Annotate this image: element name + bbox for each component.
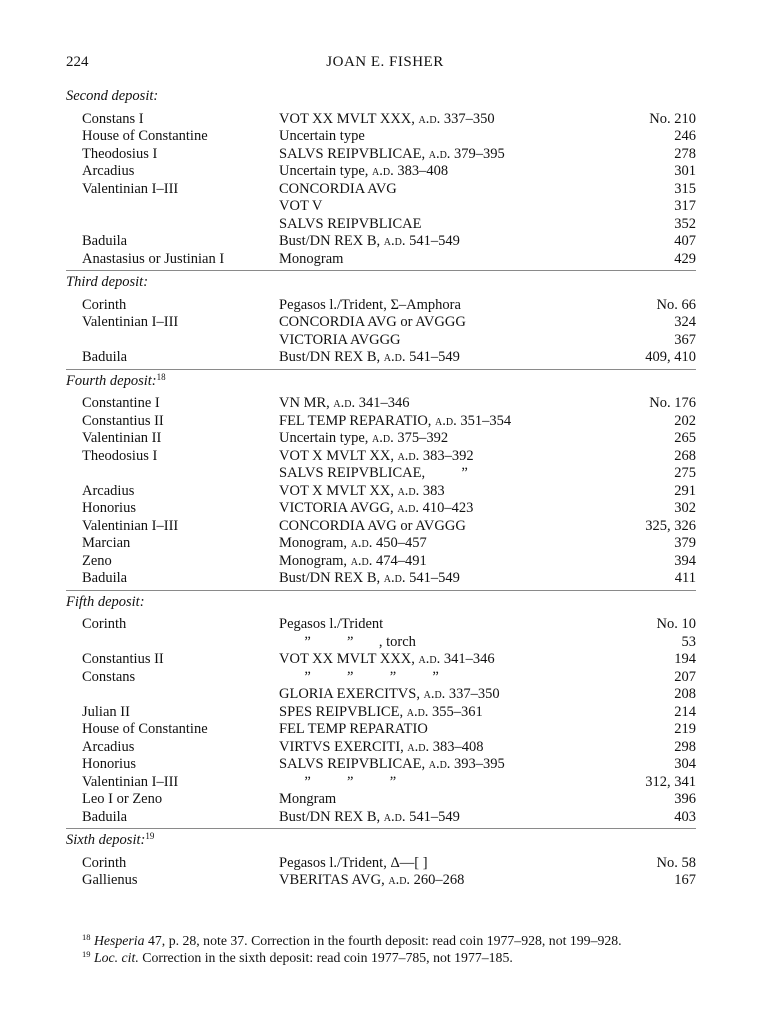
coin-type-text: SALVS REIPVBLICAE, bbox=[279, 756, 429, 772]
emperor-cell: Valentinian I–III bbox=[82, 314, 179, 330]
coin-row bbox=[66, 349, 696, 367]
emperor-cell: Constans bbox=[82, 668, 136, 685]
emperor-cell: Gallienus bbox=[82, 872, 138, 888]
deposit-title bbox=[66, 274, 696, 292]
catalogue-number: No. 58 bbox=[656, 854, 696, 871]
coin-type-text: SPES REIPVBLICE, bbox=[279, 703, 407, 720]
footnote-text: Correction in the sixth deposit: read coin 1977–785, not 1977–185. bbox=[138, 950, 513, 965]
coin-type-cell bbox=[279, 297, 461, 315]
deposit-title bbox=[66, 88, 696, 106]
footnote-ref: 19 bbox=[145, 831, 155, 841]
coin-row bbox=[66, 721, 696, 739]
coin-type-text: Bust/DN REX B, bbox=[279, 233, 384, 249]
catalogue-number: 352 bbox=[674, 215, 696, 232]
emperor-cell: Constantine I bbox=[82, 395, 160, 411]
footnote bbox=[82, 949, 702, 966]
coin-type-text: SALVS REIPVBLICAE, bbox=[279, 145, 429, 162]
catalogue-number: 291 bbox=[674, 482, 696, 499]
coin-type-text: ” ” ” bbox=[279, 773, 397, 790]
coin-date: a.d. 383–408 bbox=[407, 738, 484, 755]
coin-type-text: Pegasos l./Trident, Δ—[ ] bbox=[279, 854, 428, 871]
coin-type-text: Pegasos l./Trident, Σ–Amphora bbox=[279, 296, 461, 313]
coin-type-cell bbox=[279, 332, 401, 350]
catalogue-number: 396 bbox=[674, 791, 696, 807]
deposit-title-text: Third deposit: bbox=[66, 274, 149, 290]
coin-type-cell bbox=[279, 669, 439, 687]
coin-row bbox=[66, 686, 696, 704]
catalogue-number: 403 bbox=[674, 808, 696, 825]
coin-row bbox=[66, 756, 696, 774]
coin-row bbox=[66, 704, 696, 722]
emperor-cell: Arcadius bbox=[82, 163, 135, 179]
coin-type-cell bbox=[279, 756, 505, 774]
coin-date: a.d. 341–346 bbox=[333, 395, 410, 411]
emperor-cell: Arcadius bbox=[82, 738, 135, 755]
coin-type-cell bbox=[279, 181, 397, 199]
catalogue-number: 315 bbox=[674, 180, 696, 197]
coin-row bbox=[66, 198, 696, 216]
coin-type-text: CONCORDIA AVG or AVGGG bbox=[279, 517, 466, 534]
footnote-citation: Loc. cit. bbox=[93, 950, 139, 965]
coin-type-text: VBERITAS AVG, bbox=[279, 872, 389, 888]
coin-type-cell bbox=[279, 634, 416, 652]
emperor-cell: Julian II bbox=[82, 703, 130, 720]
coin-date: a.d. 450–457 bbox=[350, 535, 427, 551]
section-divider bbox=[66, 590, 696, 591]
catalogue-number: 208 bbox=[674, 686, 696, 702]
coin-date: a.d. 337–350 bbox=[423, 686, 500, 702]
coin-row bbox=[66, 774, 696, 792]
emperor-cell: Baduila bbox=[82, 349, 128, 365]
footnote bbox=[82, 932, 702, 949]
coin-type-cell bbox=[279, 430, 448, 448]
catalogue-number: No. 66 bbox=[656, 296, 696, 313]
deposit-section bbox=[66, 594, 696, 827]
catalogue-number: 394 bbox=[674, 552, 696, 569]
footnote-ref: 18 bbox=[156, 371, 166, 382]
coin-type-cell bbox=[279, 251, 343, 269]
coin-type-text: Monogram, bbox=[279, 552, 351, 569]
catalogue-number: 268 bbox=[674, 447, 696, 464]
coin-type-cell bbox=[279, 314, 466, 332]
emperor-cell: Valentinian I–III bbox=[82, 773, 179, 790]
emperor-cell: Baduila bbox=[82, 570, 128, 586]
catalogue-number: No. 176 bbox=[649, 395, 696, 411]
coin-row bbox=[66, 535, 696, 553]
catalogue-number: 246 bbox=[674, 128, 696, 144]
coin-type-text: VICTORIA AVGGG bbox=[279, 331, 401, 348]
coin-type-cell bbox=[279, 721, 428, 739]
deposit-title-text: Fifth deposit: bbox=[66, 593, 145, 610]
emperor-cell: Theodosius I bbox=[82, 145, 158, 162]
coin-row bbox=[66, 251, 696, 269]
coin-date: a.d. 541–549 bbox=[383, 808, 460, 825]
catalogue-number: 194 bbox=[674, 651, 696, 667]
coin-row bbox=[66, 855, 696, 873]
coin-type-cell bbox=[279, 500, 473, 518]
catalogue-number: 429 bbox=[674, 250, 696, 267]
catalogue-number: 53 bbox=[681, 633, 696, 650]
catalogue-number: 317 bbox=[674, 198, 696, 214]
catalogue-number: 301 bbox=[674, 163, 696, 179]
coin-row bbox=[66, 395, 696, 413]
coin-row bbox=[66, 634, 696, 652]
emperor-cell: Constantius II bbox=[82, 412, 164, 429]
catalogue-number: No. 10 bbox=[656, 616, 696, 632]
coin-type-cell bbox=[279, 791, 336, 809]
coin-date: a.d. 410–423 bbox=[397, 500, 474, 516]
coin-date: a.d. 260–268 bbox=[388, 872, 465, 888]
coin-row bbox=[66, 739, 696, 757]
coin-row bbox=[66, 111, 696, 129]
coin-type-text: VOT V bbox=[279, 198, 323, 214]
coin-type-text: VOT XX MVLT XXX, bbox=[279, 651, 419, 667]
coin-type-text: ” ” , torch bbox=[279, 633, 416, 650]
coin-date: a.d. 375–392 bbox=[372, 430, 449, 446]
emperor-cell: Constans I bbox=[82, 110, 144, 127]
coin-row bbox=[66, 430, 696, 448]
emperor-cell: House of Constantine bbox=[82, 128, 208, 144]
coin-type-text: Uncertain type, bbox=[279, 430, 373, 446]
coin-type-cell bbox=[279, 111, 495, 129]
coin-date: a.d. 541–549 bbox=[383, 349, 460, 365]
emperor-cell: Baduila bbox=[82, 233, 128, 249]
catalogue-number: 167 bbox=[674, 872, 696, 888]
coin-date: a.d. 393–395 bbox=[428, 756, 505, 772]
coin-type-cell bbox=[279, 465, 468, 483]
catalogue-number: 202 bbox=[674, 412, 696, 429]
coin-type-cell bbox=[279, 233, 460, 251]
deposit-title-text: Fourth deposit: bbox=[66, 372, 157, 389]
coin-row bbox=[66, 233, 696, 251]
coin-row bbox=[66, 791, 696, 809]
catalogue-number: 207 bbox=[674, 668, 696, 685]
deposit-section bbox=[66, 88, 696, 268]
section-divider bbox=[66, 828, 696, 829]
coin-type-text: GLORIA EXERCITVS, bbox=[279, 686, 424, 702]
deposit-section bbox=[66, 832, 696, 890]
coin-row bbox=[66, 872, 696, 890]
emperor-cell: Baduila bbox=[82, 808, 128, 825]
footnote-text: 47, p. 28, note 37. Correction in the fourth deposit: read coin 1977–928, not 199–928. bbox=[144, 933, 622, 948]
coin-type-text: VOT XX MVLT XXX, bbox=[279, 110, 419, 127]
coin-type-text: VIRTVS EXERCITI, bbox=[279, 738, 408, 755]
coin-row bbox=[66, 413, 696, 431]
coin-row bbox=[66, 570, 696, 588]
catalogue-number: 214 bbox=[674, 703, 696, 720]
coin-date: a.d. 355–361 bbox=[406, 703, 483, 720]
catalogue-number: No. 210 bbox=[649, 110, 696, 127]
coin-type-text: VOT X MVLT XX, bbox=[279, 447, 398, 464]
catalogue-number: 304 bbox=[674, 756, 696, 772]
coin-type-text: CONCORDIA AVG bbox=[279, 180, 397, 197]
page-number: 224 bbox=[66, 54, 89, 70]
footnote-citation: Hesperia bbox=[93, 933, 145, 948]
catalogue-number: 275 bbox=[674, 465, 696, 481]
coin-type-cell bbox=[279, 128, 365, 146]
catalogue-number: 409, 410 bbox=[645, 349, 696, 365]
coin-row bbox=[66, 809, 696, 827]
coin-type-text: Bust/DN REX B, bbox=[279, 570, 384, 586]
coin-date: a.d. 341–346 bbox=[418, 651, 495, 667]
catalogue-number: 219 bbox=[674, 721, 696, 737]
catalogue-number: 407 bbox=[674, 233, 696, 249]
coin-type-cell bbox=[279, 216, 421, 234]
coin-date: a.d. 383 bbox=[397, 482, 445, 499]
emperor-cell: Zeno bbox=[82, 552, 112, 569]
coin-type-cell bbox=[279, 686, 500, 704]
emperor-cell: Valentinian I–III bbox=[82, 180, 179, 197]
coin-row bbox=[66, 448, 696, 466]
coin-row bbox=[66, 465, 696, 483]
coin-date: a.d. 379–395 bbox=[428, 145, 505, 162]
coin-row bbox=[66, 146, 696, 164]
coin-date: a.d. 541–549 bbox=[383, 233, 460, 249]
coin-type-text: VN MR, bbox=[279, 395, 334, 411]
emperor-cell: Honorius bbox=[82, 500, 136, 516]
coin-type-cell bbox=[279, 855, 428, 873]
coin-type-text: Mongram bbox=[279, 791, 337, 807]
coin-row bbox=[66, 616, 696, 634]
coin-row bbox=[66, 483, 696, 501]
coin-type-cell bbox=[279, 739, 484, 757]
coin-row bbox=[66, 651, 696, 669]
emperor-cell: Corinth bbox=[82, 616, 127, 632]
coin-type-text: SALVS REIPVBLICAE, ” bbox=[279, 465, 468, 481]
coin-row bbox=[66, 216, 696, 234]
coin-row bbox=[66, 181, 696, 199]
emperor-cell: Honorius bbox=[82, 756, 136, 772]
catalogue-number: 265 bbox=[674, 430, 696, 446]
emperor-cell: Theodosius I bbox=[82, 447, 158, 464]
catalogue-number: 302 bbox=[674, 500, 696, 516]
catalogue-number: 324 bbox=[674, 314, 696, 330]
coin-type-cell bbox=[279, 535, 427, 553]
emperor-cell: Corinth bbox=[82, 854, 127, 871]
coin-type-text: VOT X MVLT XX, bbox=[279, 482, 398, 499]
coin-row bbox=[66, 128, 696, 146]
deposit-title-text: Sixth deposit: bbox=[66, 832, 146, 848]
catalogue-number: 367 bbox=[674, 331, 696, 348]
footnotes bbox=[82, 932, 702, 966]
section-divider bbox=[66, 369, 696, 370]
coin-type-cell bbox=[279, 704, 483, 722]
deposit-title-text: Second deposit: bbox=[66, 88, 159, 104]
coin-row bbox=[66, 297, 696, 315]
coin-type-cell bbox=[279, 349, 460, 367]
emperor-cell: Leo I or Zeno bbox=[82, 791, 163, 807]
coin-type-cell bbox=[279, 651, 495, 669]
emperor-cell: Anastasius or Justinian I bbox=[82, 250, 225, 267]
coin-row bbox=[66, 553, 696, 571]
coin-type-text: Uncertain type bbox=[279, 128, 365, 144]
catalogue-number: 379 bbox=[674, 535, 696, 551]
deposit-title bbox=[66, 594, 696, 612]
coin-type-cell bbox=[279, 553, 427, 571]
coin-date: a.d. 337–350 bbox=[418, 110, 495, 127]
emperor-cell: Corinth bbox=[82, 296, 127, 313]
emperor-cell: Marcian bbox=[82, 535, 131, 551]
coin-type-text: Bust/DN REX B, bbox=[279, 349, 384, 365]
catalogue-number: 411 bbox=[674, 570, 696, 586]
coin-type-text: SALVS REIPVBLICAE bbox=[279, 215, 422, 232]
catalogue-number: 298 bbox=[674, 738, 696, 755]
coin-row bbox=[66, 669, 696, 687]
coin-type-text: FEL TEMP REPARATIO, bbox=[279, 412, 436, 429]
coin-date: a.d. 541–549 bbox=[383, 570, 460, 586]
coin-type-cell bbox=[279, 774, 396, 792]
deposit-title bbox=[66, 373, 696, 391]
coin-date: a.d. 383–392 bbox=[397, 447, 474, 464]
section-divider bbox=[66, 270, 696, 271]
coin-type-text: ” ” ” ” bbox=[279, 668, 439, 685]
coin-type-text: Monogram, bbox=[279, 535, 351, 551]
footnote-number: 18 bbox=[82, 932, 91, 942]
coin-type-cell bbox=[279, 570, 460, 588]
emperor-cell: Constantius II bbox=[82, 651, 164, 667]
emperor-cell: House of Constantine bbox=[82, 721, 208, 737]
deposit-tables bbox=[66, 88, 696, 896]
coin-type-cell bbox=[279, 483, 445, 501]
coin-type-cell bbox=[279, 395, 409, 413]
coin-type-cell bbox=[279, 146, 505, 164]
coin-row bbox=[66, 500, 696, 518]
coin-row bbox=[66, 518, 696, 536]
emperor-cell: Valentinian I–III bbox=[82, 517, 179, 534]
running-head-title: JOAN E. FISHER bbox=[326, 54, 444, 70]
coin-type-cell bbox=[279, 616, 383, 634]
coin-type-text: CONCORDIA AVG or AVGGG bbox=[279, 314, 466, 330]
coin-type-cell bbox=[279, 163, 448, 181]
coin-type-text: Bust/DN REX B, bbox=[279, 808, 384, 825]
coin-type-cell bbox=[279, 198, 322, 216]
coin-type-cell bbox=[279, 448, 474, 466]
catalogue-number: 278 bbox=[674, 145, 696, 162]
coin-date: a.d. 474–491 bbox=[350, 552, 427, 569]
coin-type-cell bbox=[279, 413, 511, 431]
footnote-number: 19 bbox=[82, 949, 91, 959]
coin-type-cell bbox=[279, 518, 466, 536]
coin-type-cell bbox=[279, 872, 464, 890]
deposit-title bbox=[66, 832, 696, 850]
emperor-cell: Arcadius bbox=[82, 482, 135, 499]
coin-date: a.d. 383–408 bbox=[372, 163, 449, 179]
coin-type-text: FEL TEMP REPARATIO bbox=[279, 721, 428, 737]
catalogue-number: 325, 326 bbox=[645, 517, 696, 534]
coin-row bbox=[66, 332, 696, 350]
deposit-section bbox=[66, 373, 696, 588]
coin-row bbox=[66, 314, 696, 332]
coin-type-text: Monogram bbox=[279, 250, 344, 267]
coin-type-text: Uncertain type, bbox=[279, 163, 373, 179]
emperor-cell: Valentinian II bbox=[82, 430, 162, 446]
catalogue-number: 312, 341 bbox=[645, 773, 696, 790]
coin-type-text: VICTORIA AVGG, bbox=[279, 500, 398, 516]
coin-type-cell bbox=[279, 809, 460, 827]
deposit-section bbox=[66, 274, 696, 367]
coin-type-text: Pegasos l./Trident bbox=[279, 616, 384, 632]
coin-row bbox=[66, 163, 696, 181]
coin-date: a.d. 351–354 bbox=[435, 412, 512, 429]
